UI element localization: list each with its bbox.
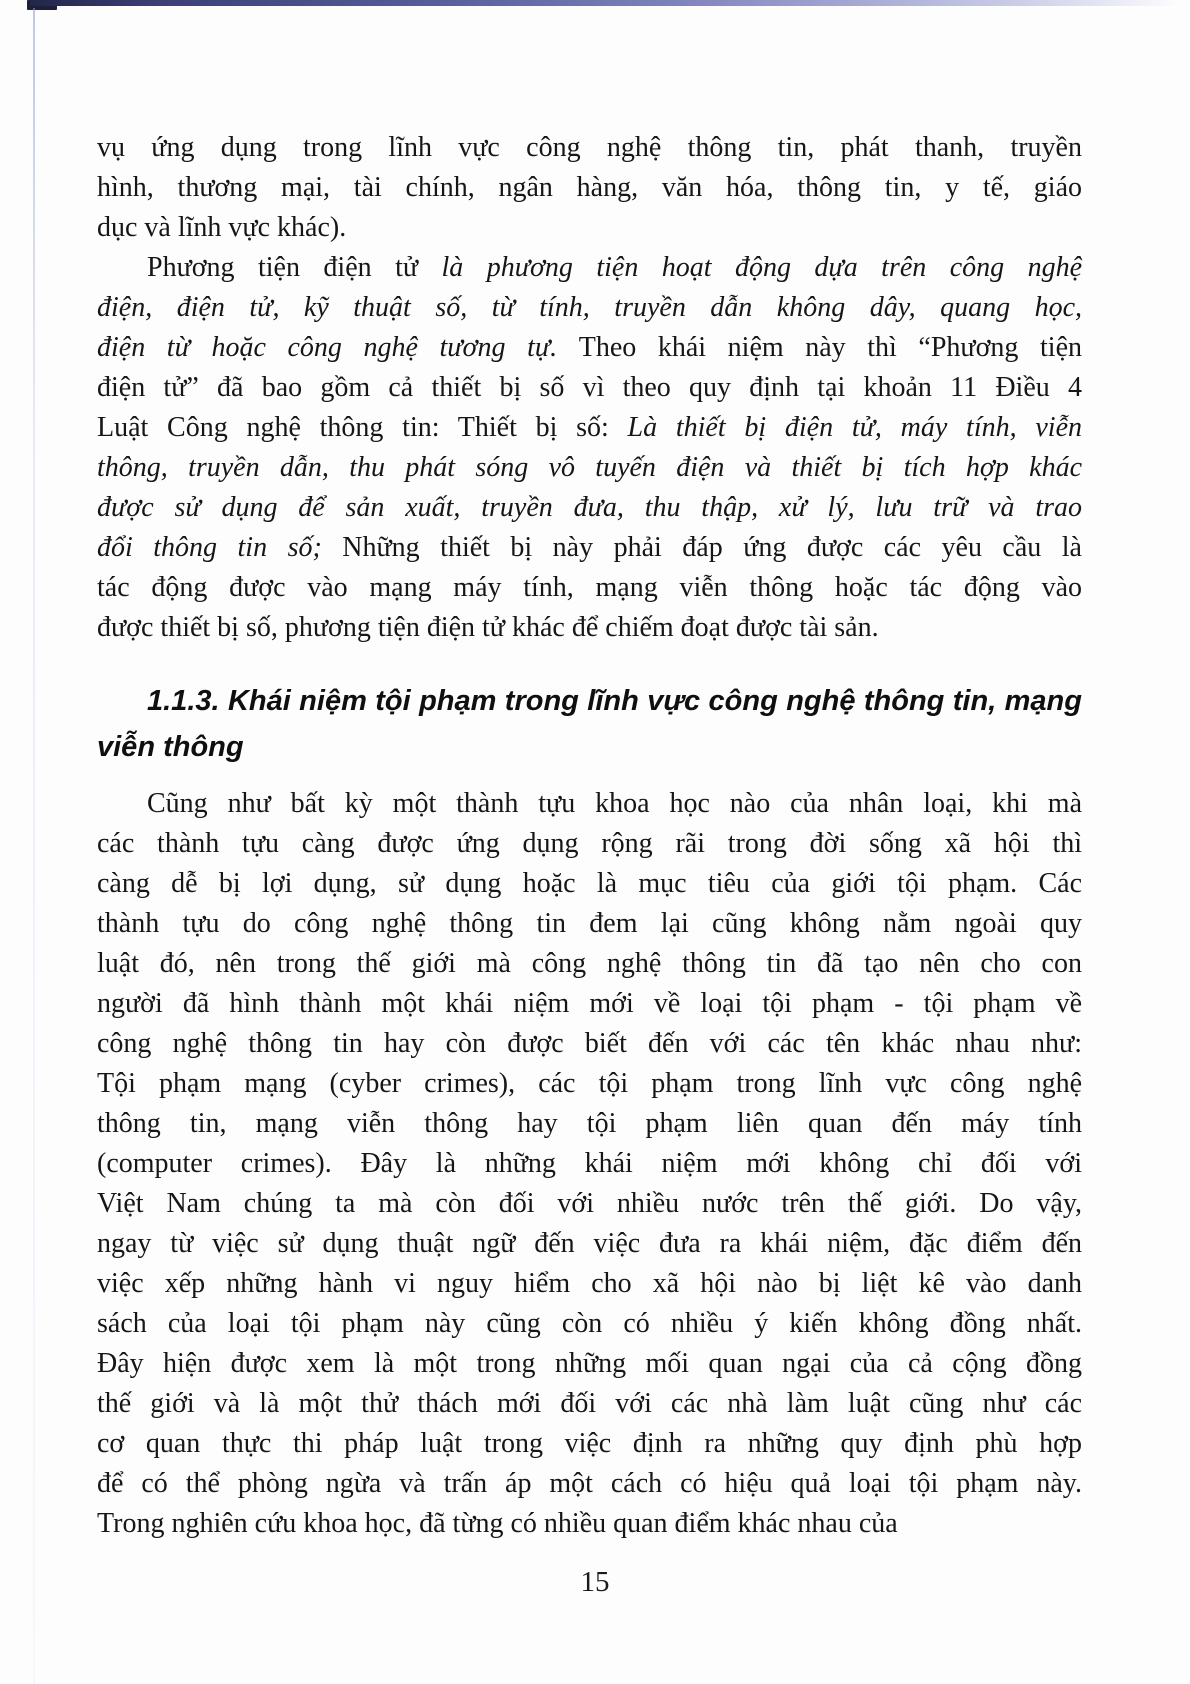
text-line: [97, 528, 1082, 568]
paragraph-continuation: [97, 128, 1082, 248]
text-line: Cũng như bất kỳ một thành tựu khoa học nào của nhân loại, khi mà: [147, 788, 1082, 819]
text-run: Những thiết bị này phải đáp ứng được các yêu cầu là: [342, 532, 1082, 563]
text-line: [97, 288, 1082, 328]
text-run: tác động được vào mạng máy tính, mạng viễn thông hoặc tác động vào: [97, 572, 1082, 603]
text-run-italic: được sử dụng để sản xuất, truyền đưa, thu thập, xử lý, lưu trữ và trao: [97, 492, 1082, 523]
text-line: thành tựu do công nghệ thông tin đem lại cũng không nằm ngoài quy: [97, 908, 1082, 939]
scan-artifact-top-line: [30, 0, 1190, 6]
text-line: sách của loại tội phạm này cũng còn có nhiều ý kiến không đồng nhất.: [97, 1308, 1082, 1339]
heading-line: 1.1.3. Khái niệm tội phạm trong lĩnh vực công nghệ thông tin, mạng: [147, 685, 1082, 717]
text-run: điện tử” đã bao gồm cả thiết bị số vì theo quy định tại khoản 11 Điều 4: [97, 372, 1082, 403]
text-line: để có thể phòng ngừa và trấn áp một cách có hiệu quả loại tội phạm này.: [97, 1468, 1082, 1499]
text-run: được thiết bị số, phương tiện điện tử khác để chiếm đoạt được tài sản.: [97, 612, 879, 643]
text-line: Việt Nam chúng ta mà còn đối với nhiều nước trên thế giới. Do vậy,: [97, 1188, 1082, 1219]
scan-artifact-left-edge: [33, 8, 35, 1684]
text-line: luật đó, nên trong thế giới mà công nghệ thông tin đã tạo nên cho con: [97, 948, 1082, 979]
text-run-italic: Là thiết bị điện tử, máy tính, viễn: [627, 412, 1082, 443]
heading-line: viễn thông: [97, 731, 244, 763]
text-line: [97, 568, 1082, 608]
text-line: [97, 368, 1082, 408]
text-run-italic: điện từ hoặc công nghệ tương tự.: [97, 332, 579, 363]
text-line: công nghệ thông tin hay còn được biết đến với các tên khác nhau như:: [97, 1028, 1082, 1059]
text-line: [97, 488, 1082, 528]
text-run-italic: đổi thông tin số;: [97, 532, 343, 563]
text-line: ngay từ việc sử dụng thuật ngữ đến việc đưa ra khái niệm, đặc điểm đến: [97, 1228, 1082, 1259]
text-line: [97, 408, 1082, 448]
page-number: 15: [580, 1566, 610, 1598]
text-line: vụ ứng dụng trong lĩnh vực công nghệ thông tin, phát thanh, truyền: [97, 132, 1082, 163]
text-line: hình, thương mại, tài chính, ngân hàng, văn hóa, thông tin, y tế, giáo: [97, 172, 1082, 203]
text-line: dục và lĩnh vực khác).: [97, 212, 347, 243]
text-line: cơ quan thực thi pháp luật trong việc định ra những quy định phù hợp: [97, 1428, 1082, 1459]
paragraph-phuong-tien-dien-tu: [97, 248, 1082, 648]
text-run-italic: thông, truyền dẫn, thu phát sóng vô tuyến điện và thiết bị tích hợp khác: [97, 452, 1082, 483]
text-line: [97, 248, 1082, 288]
text-run: Theo khái niệm này thì “Phương tiện: [578, 332, 1082, 363]
text-line: các thành tựu càng được ứng dụng rộng rãi trong đời sống xã hội thì: [97, 828, 1082, 859]
section-heading-1-1-3: [97, 678, 1082, 770]
text-line: Đây hiện được xem là một trong những mối quan ngại của cả cộng đồng: [97, 1348, 1082, 1379]
text-line: càng dễ bị lợi dụng, sử dụng hoặc là mục tiêu của giới tội phạm. Các: [97, 868, 1082, 899]
text-line: [97, 328, 1082, 368]
text-run-italic: là phương tiện hoạt động dựa trên công nghệ: [441, 252, 1082, 283]
text-line: Tội phạm mạng (cyber crimes), các tội phạm trong lĩnh vực công nghệ: [97, 1068, 1082, 1099]
text-run: Luật Công nghệ thông tin: Thiết bị số:: [97, 412, 628, 443]
text-line: [97, 608, 1082, 648]
text-line: việc xếp những hành vi nguy hiểm cho xã hội nào bị liệt kê vào danh: [97, 1268, 1082, 1299]
paragraph-khai-niem-toi-pham: [97, 784, 1082, 1544]
page-body: [97, 128, 1082, 1544]
text-line: [97, 448, 1082, 488]
text-line: người đã hình thành một khái niệm mới về loại tội phạm - tội phạm về: [97, 988, 1082, 1019]
text-line: thông tin, mạng viễn thông hay tội phạm liên quan đến máy tính: [97, 1108, 1082, 1139]
text-run: Phương tiện điện tử: [147, 252, 442, 283]
text-line: Trong nghiên cứu khoa học, đã từng có nhiều quan điểm khác nhau của: [97, 1508, 898, 1539]
text-line: thế giới và là một thử thách mới đối với các nhà làm luật cũng như các: [97, 1388, 1082, 1419]
text-line: (computer crimes). Đây là những khái niệm mới không chỉ đối với: [97, 1148, 1082, 1179]
text-run-italic: điện, điện tử, kỹ thuật số, từ tính, truyền dẫn không dây, quang học,: [97, 292, 1082, 323]
